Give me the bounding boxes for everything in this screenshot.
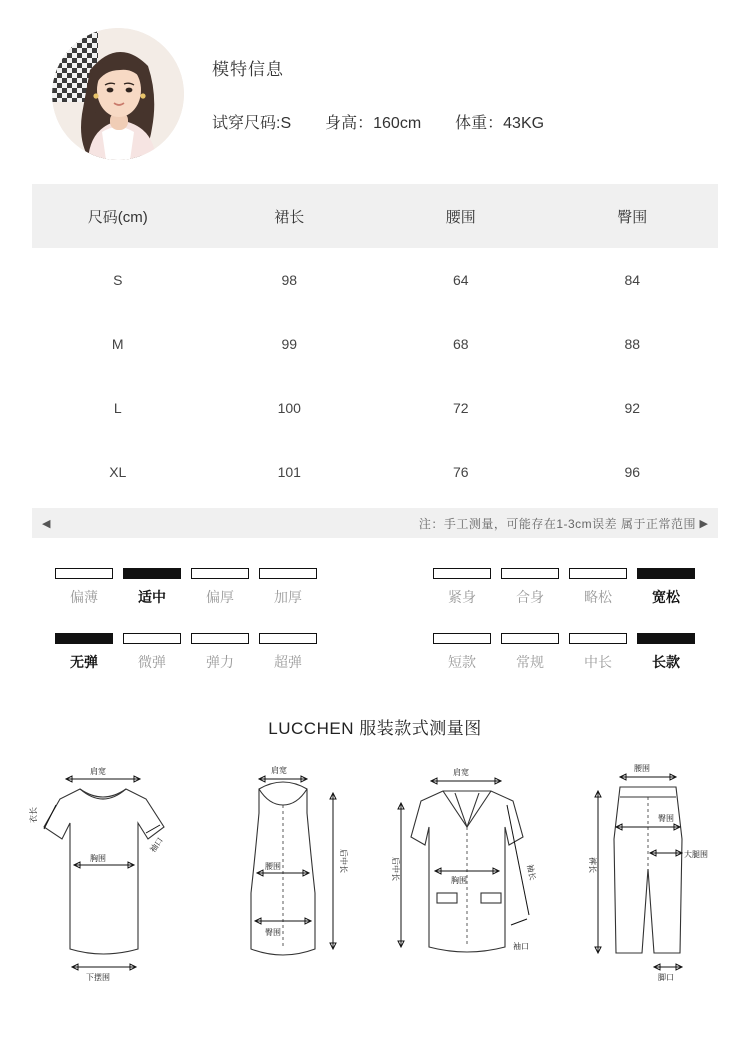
tshirt-label-shoulder: 肩宽 — [90, 767, 106, 776]
thickness-bar-1 — [123, 568, 181, 579]
elasticity-bars — [55, 633, 357, 644]
length-bar-0 — [433, 633, 491, 644]
length-labels — [393, 652, 695, 672]
model-info-section — [0, 0, 750, 170]
model-info-title: 模特信息 — [212, 60, 284, 79]
tshirt-label-chest: 胸围 — [90, 854, 106, 863]
table-cell-hip: 96 — [547, 440, 719, 504]
elasticity-label-3: 超弹 — [274, 654, 302, 670]
fit-bar-1 — [501, 568, 559, 579]
thickness-label-1: 适中 — [138, 589, 166, 605]
length-bar-3 — [637, 633, 695, 644]
table-cell-waist: 72 — [375, 376, 547, 440]
length-bar-1 — [501, 633, 559, 644]
pants-label-hem: 脚口 — [657, 973, 674, 982]
pants-label-hip: 臀围 — [657, 814, 674, 823]
table-header-cell: 臀围 — [547, 184, 719, 248]
dress-label-hip: 臀围 — [264, 928, 281, 937]
tshirt-label-sleeve: 衣长 — [29, 807, 38, 823]
attribute-thickness — [55, 568, 357, 607]
length-label-0: 短款 — [448, 654, 476, 670]
measurement-diagram-row — [0, 739, 750, 983]
dress-label-backlength: 后中长 — [338, 849, 348, 873]
elasticity-bar-0 — [55, 633, 113, 644]
model-height: 身高：160cm — [325, 115, 422, 132]
table-cell-size: S — [32, 248, 204, 312]
length-bar-2 — [569, 633, 627, 644]
table-cell-length: 101 — [204, 440, 376, 504]
table-row — [32, 312, 718, 376]
length-label-2: 中长 — [584, 654, 612, 670]
size-table-section — [0, 184, 750, 538]
elasticity-label-1: 微弹 — [138, 654, 166, 670]
thickness-label-3: 加厚 — [274, 589, 302, 605]
table-cell-size: XL — [32, 440, 204, 504]
pants-label-pantslength: 裤长 — [587, 857, 597, 873]
jacket-label-sleevelength: 袖长 — [525, 863, 538, 882]
pants-label-waist: 腰围 — [633, 764, 650, 773]
table-header-row — [32, 184, 718, 248]
table-cell-length: 100 — [204, 376, 376, 440]
jacket-label-shoulder: 肩宽 — [453, 768, 470, 777]
model-text-block — [212, 55, 544, 133]
length-bars — [393, 633, 695, 644]
table-cell-waist: 64 — [375, 248, 547, 312]
model-avatar — [52, 28, 184, 160]
attribute-fit — [393, 568, 695, 607]
fit-label-1: 合身 — [516, 589, 544, 605]
fit-label-3: 宽松 — [652, 589, 680, 605]
measurement-diagram-title: LUCCHEN 服装款式测量图 — [268, 719, 482, 738]
measurement-note-text: 注：手工测量，可能存在1-3cm误差 属于正常范围 — [418, 516, 696, 531]
thickness-bar-2 — [191, 568, 249, 579]
avatar-illustration — [52, 28, 184, 160]
table-cell-size: L — [32, 376, 204, 440]
fit-label-0: 紧身 — [448, 589, 476, 605]
table-row — [32, 376, 718, 440]
table-cell-waist: 68 — [375, 312, 547, 376]
elasticity-label-0: 无弹 — [70, 654, 98, 670]
table-header-cell: 尺码(cm) — [32, 184, 204, 248]
table-cell-hip: 84 — [547, 248, 719, 312]
model-specs — [212, 110, 544, 133]
diagram-tshirt — [18, 753, 188, 983]
thickness-labels — [55, 587, 357, 607]
pants-label-thigh: 大腿围 — [683, 850, 708, 859]
fit-bars — [393, 568, 695, 579]
tshirt-label-hem: 下摆围 — [86, 973, 110, 982]
diagram-jacket — [377, 753, 557, 983]
elasticity-labels — [55, 652, 357, 672]
table-cell-hip: 92 — [547, 376, 719, 440]
fit-labels — [393, 587, 695, 607]
length-label-1: 常规 — [516, 654, 544, 670]
table-cell-length: 99 — [204, 312, 376, 376]
measurement-note-bar — [32, 508, 718, 538]
thickness-label-2: 偏厚 — [206, 589, 234, 605]
tshirt-label-cuff: 袖口 — [148, 835, 165, 855]
attribute-elasticity — [55, 633, 357, 672]
table-cell-waist: 76 — [375, 440, 547, 504]
table-cell-hip: 88 — [547, 312, 719, 376]
scroll-right-icon[interactable]: ▶ — [699, 517, 708, 530]
elasticity-bar-1 — [123, 633, 181, 644]
thickness-bar-0 — [55, 568, 113, 579]
fit-bar-3 — [637, 568, 695, 579]
length-label-3: 长款 — [652, 654, 680, 670]
fit-label-2: 略松 — [584, 589, 612, 605]
thickness-bars — [55, 568, 357, 579]
dress-label-waist: 腰围 — [264, 862, 281, 871]
model-weight: 体重：43KG — [455, 115, 545, 132]
model-try-on-size: 试穿尺码:S — [212, 115, 292, 132]
table-cell-length: 98 — [204, 248, 376, 312]
fit-bar-0 — [433, 568, 491, 579]
attribute-scales — [55, 568, 695, 672]
jacket-label-chest: 胸围 — [451, 876, 468, 885]
table-cell-size: M — [32, 312, 204, 376]
elasticity-bar-2 — [191, 633, 249, 644]
size-table — [32, 184, 718, 504]
table-header-cell: 裙长 — [204, 184, 376, 248]
attribute-length — [393, 633, 695, 672]
jacket-label-cuff: 袖口 — [513, 942, 530, 951]
jacket-label-backlength: 后中长 — [391, 857, 401, 881]
table-row — [32, 248, 718, 312]
fit-bar-2 — [569, 568, 627, 579]
table-header-cell: 腰围 — [375, 184, 547, 248]
table-row — [32, 440, 718, 504]
thickness-label-0: 偏薄 — [70, 589, 98, 605]
dress-label-shoulder: 肩宽 — [270, 766, 287, 775]
elasticity-label-2: 弹力 — [206, 654, 234, 670]
elasticity-bar-3 — [259, 633, 317, 644]
scroll-left-icon[interactable]: ◀ — [42, 517, 51, 530]
diagram-pants — [572, 753, 732, 983]
diagram-dress — [203, 753, 363, 983]
thickness-bar-3 — [259, 568, 317, 579]
